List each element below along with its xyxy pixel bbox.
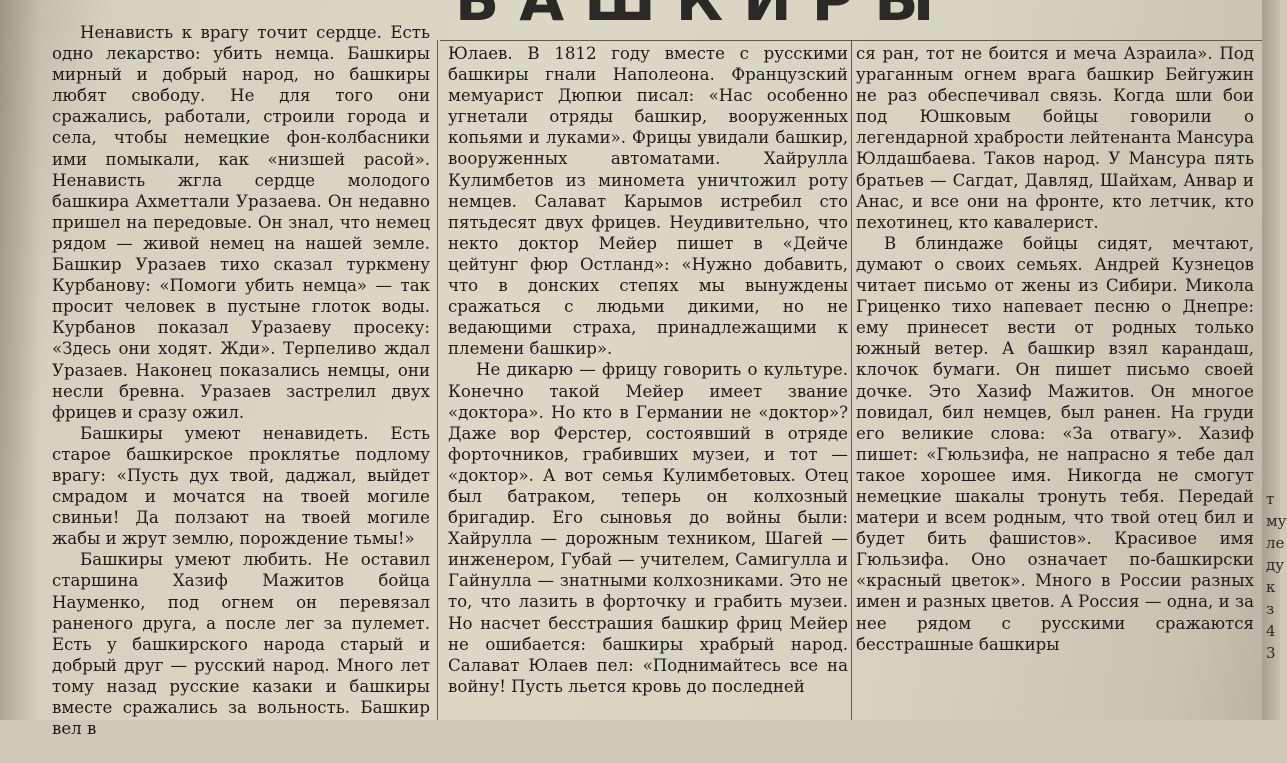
article-column-1: [52, 22, 430, 742]
paragraph: Башкиры умеют ненавидеть. Есть старое башкирское проклятье подлому врагу: «Пусть дух твой, даджал, выйдет смрадом и мочатся на твоей могиле свиньи! Да ползают на твоей могиле жабы и жрут землю, порождение тьмы!»: [52, 423, 430, 549]
edge-fragment: 3: [1266, 644, 1276, 662]
paragraph: ся ран, тот не боится и меча Азраила». Под ураганным огнем врага башкир Бейгужин не раз обеспечивал связь. Когда шли бои под Юшковым бойцы говорили о легендарной храбрости лейтенанта Мансура Юлдашбаева. Таков народ. У Мансура пять братьев — Сагдат, Давляд, Шайхам, Анвар и Анас, и все они на фронте, кто летчик, кто пехотинец, кто кавалерист.: [856, 44, 1254, 232]
page-shadow: [0, 0, 40, 720]
edge-fragment: к: [1266, 578, 1276, 596]
column-rule: [851, 40, 852, 720]
article-column-2: [448, 43, 848, 763]
paragraph: Башкиры умеют любить. Не оставил старшина Хазиф Мажитов бойца Науменко, под огнем он перевязал раненого друга, а после лег за пулемет. Есть у башкирского народа старый и добрый друг — русский народ. Много лет тому назад русские казаки и башкиры вместе сражались за вольность. Башкир вел в: [52, 550, 430, 739]
article-column-3: [856, 43, 1254, 763]
edge-fragment: 4: [1266, 622, 1276, 640]
edge-fragment: му: [1266, 512, 1287, 530]
edge-fragment: з: [1266, 600, 1275, 618]
edge-fragment: ду: [1266, 556, 1285, 574]
adjacent-page-text: [1266, 488, 1287, 664]
column-rule: [437, 40, 438, 720]
edge-fragment: ле: [1266, 534, 1285, 552]
paragraph: Не дикарю — фрицу говорить о культуре. Конечно такой Мейер имеет звание «доктора». Но кто в Германии не «доктор»? Даже вор Ферстер, состоявший в отряде форточников, грабивших музеи, и тот — «доктор». А вот семья Кулимбетовых. Отец был батраком, теперь он колхозный бригадир. Его сыновья до войны были: Хайрулла — дорожным техником, Шагей — инженером, Губай — учителем, Самигулла и Гайнулла — знатными колхозниками. Это не то, что лазить в форточку и грабить музеи. Но насчет бесстрашия башкир фриц Мейер не ошибается: башкиры храбрый народ. Салават Юлаев пел: «Поднимайтесь все на войну! Пусть льется кровь до последней: [448, 360, 848, 696]
headline-fragment: [455, 0, 855, 6]
edge-fragment: т: [1266, 490, 1275, 508]
paragraph: Юлаев. В 1812 году вместе с русскими башкиры гнали Наполеона. Французский мемуарист Дюпюи писал: «Нас особенно угнетали отряды башкир, вооруженных копьями и луками». Фрицы увидали башкир, вооруженных автоматами. Хайрулла Кулимбетов из миномета уничтожил роту немцев. Салават Карымов истребил сто пятьдесят двух фрицев. Неудивительно, что некто доктор Мейер пишет в «Дейче цейтунг фюр Остланд»: «Нужно добавить, что в донских степях мы вынуждены сражаться с людьми дикими, но не ведающими страха, принадлежащими к племени башкир».: [448, 44, 848, 359]
paragraph: В блиндаже бойцы сидят, мечтают, думают о своих семьях. Андрей Кузнецов читает письмо от жены из Сибири. Микола Гриценко тихо напевает песню о Днепре: ему принесет вести от родных только южный ветер. А башкир взял карандаш, клочок бумаги. Он пишет письмо своей дочке. Это Хазиф Мажитов. Он многое повидал, бил немцев, был ранен. На груди его великие слова: «За отвагу». Хазиф пишет: «Гюльзифа, не напрасно я тебе дал такое хорошее имя. Никогда не смогут немецкие шакалы тронуть тебя. Передай матери и всем родным, что твой отец бил и будет бить фашистов». Красивое имя Гюльзифа. Оно означает по-башкирски «красный цветок». Много в России разных имен и разных цветов. А Россия — одна, и за нее рядом с русскими сражаются бесстрашные башкиры: [856, 233, 1254, 654]
headline-rule: [440, 40, 1270, 41]
paragraph: Ненависть к врагу точит сердце. Есть одно лекарство: убить немца. Башкиры мирный и добрый народ, но башкиры любят свободу. Не для того они сражались, работали, строили города и села, чтобы немецкие фон-колбасники ими помыкали, как «низшей расой». Ненависть жгла сердце молодого башкира Ахметтали Уразаева. Он недавно пришел на передовые. Он знал, что немец рядом — живой немец на нашей земле. Башкир Уразаев тихо сказал туркмену Курбанову: «Помоги убить немца» — так просит человек в пустыне глоток воды. Курбанов показал Уразаеву просеку: «Здесь они ходят. Жди». Терпеливо ждал Уразаев. Наконец показались немцы, они несли бревна. Уразаев застрелил двух фрицев и сразу ожил.: [52, 23, 430, 422]
